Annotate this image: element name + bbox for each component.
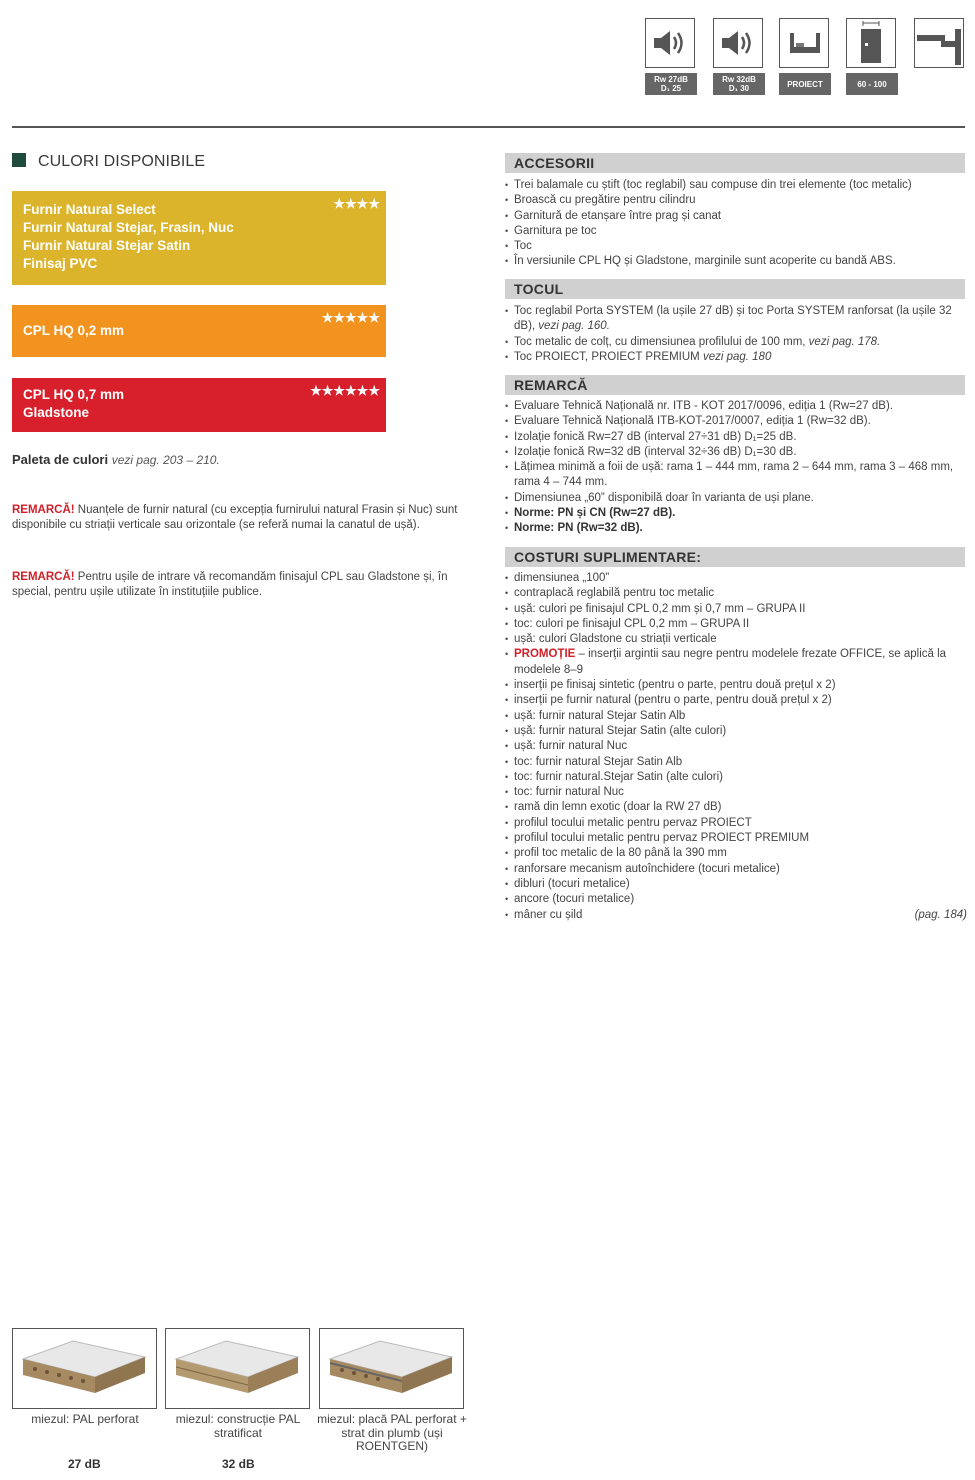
- list-item: • ușă: furnir natural Stejar Satin (alte culori): [505, 724, 967, 739]
- list-item: • inserții pe finisaj sintetic (pentru o parte, pentru două prețul x 2): [505, 678, 967, 693]
- section-marker: [12, 153, 26, 167]
- page-link[interactable]: (pag. 184): [914, 908, 967, 921]
- list-item: • ușă: furnir natural Nuc: [505, 739, 967, 754]
- rating-stars: ★★★★★: [321, 310, 380, 325]
- tocul-heading: TOCUL: [505, 279, 965, 299]
- promo-label: PROMOȚIE: [514, 648, 576, 661]
- accesorii-list: [505, 178, 967, 270]
- swatch-line: CPL HQ 0,2 mm: [23, 323, 125, 338]
- core-caption: miezul: PAL perforat: [31, 1412, 139, 1426]
- list-item: • inserții pe furnir natural (pentru o parte, pentru două prețul x 2): [505, 693, 967, 708]
- tocul-list: [505, 304, 967, 365]
- remarca-heading: REMARCĂ: [505, 375, 965, 395]
- list-item: • mâner cu șild (pag. 184): [505, 908, 967, 923]
- list-item: • ramă din lemn exotic (doar la RW 27 dB): [505, 800, 967, 815]
- door-profile-icon: [914, 18, 964, 68]
- list-item: • profil toc metalic de la 80 până la 390 mm: [505, 846, 967, 861]
- list-item: • ranforsare mecanism autoînchidere (tocuri metalice): [505, 862, 967, 877]
- palette-page-link[interactable]: vezi pag. 203 – 210.: [111, 453, 220, 467]
- list-item: • Toc reglabil Porta SYSTEM (la ușile 27 dB) și toc Porta SYSTEM ranforsat (la ușile 32 dB), vezi pag. 160.: [505, 304, 967, 335]
- list-item: • ușă: culori pe finisajul CPL 0,2 mm și 0,7 mm – GRUPA II: [505, 602, 967, 617]
- swatch-furnir: [12, 191, 386, 285]
- swatch-line: Furnir Natural Stejar Satin: [23, 238, 191, 253]
- list-item: • Garnitură de etanșare între prag și canat: [505, 209, 967, 224]
- page-link[interactable]: vezi pag. 180: [702, 350, 772, 363]
- list-item: • dibluri (tocuri metalice): [505, 877, 967, 892]
- icon-label-width: 60 - 100: [846, 73, 898, 95]
- remarca-list: [505, 399, 967, 537]
- list-item: • Izolație fonică Rw=27 dB (interval 27÷31 dB) D₁=25 dB.: [505, 430, 967, 445]
- swatch-line: Furnir Natural Stejar, Frasin, Nuc: [23, 220, 234, 235]
- list-item: • contraplacă reglabilă pentru toc metalic: [505, 586, 967, 601]
- costuri-list: [505, 571, 967, 923]
- list-item: • Izolație fonică Rw=32 dB (interval 32÷36 dB) D₁=30 dB.: [505, 445, 967, 460]
- list-item: • ancore (tocuri metalice): [505, 892, 967, 907]
- list-item: • Broască cu pregătire pentru cilindru: [505, 193, 967, 208]
- list-item: • Toc metalic de colț, cu dimensiunea profilului de 100 mm, vezi pag. 178.: [505, 335, 967, 350]
- list-item: • Lățimea minimă a foii de ușă: rama 1 – 444 mm, rama 2 – 644 mm, rama 3 – 468 mm, rama 4 – 744 mm.: [505, 460, 967, 491]
- list-item: • ușă: culori Gladstone cu striații verticale: [505, 632, 967, 647]
- page-link[interactable]: vezi pag. 178.: [808, 335, 881, 348]
- list-item: • În versiunile CPL HQ și Gladstone, marginile sunt acoperite cu bandă ABS.: [505, 254, 967, 269]
- costuri-heading: COSTURI SUPLIMENTARE:: [505, 547, 965, 567]
- core-image-pal-plumb: [319, 1328, 464, 1409]
- note-text: Pentru ușile de intrare vă recomandăm finisajul CPL sau Gladstone și, în special, pentru ușile utilizate în instituțiile publice.: [12, 571, 448, 598]
- list-item: • toc: furnir natural Nuc: [505, 785, 967, 800]
- list-item: • dimensiunea „100”: [505, 571, 967, 586]
- rating-stars: ★★★★: [333, 196, 380, 211]
- swatch-line: Furnir Natural Select: [23, 202, 156, 217]
- core-image-pal-perforat: [12, 1328, 157, 1409]
- note-entrance: [12, 570, 482, 600]
- page-link[interactable]: vezi pag. 160.: [538, 320, 610, 333]
- frame-proiect-icon: [779, 18, 829, 68]
- colors-title: CULORI DISPONIBILE: [38, 153, 206, 170]
- core-caption: miezul: placă PAL perforat + strat din plumb (uși ROENTGEN): [317, 1412, 467, 1453]
- icon-label-rw27: Rw 27dB D₁ 25: [645, 73, 697, 95]
- core-image-pal-stratificat: [165, 1328, 310, 1409]
- core-caption: miezul: construcție PAL stratificat: [175, 1412, 301, 1440]
- list-item: • profilul tocului metalic pentru pervaz PROIECT: [505, 816, 967, 831]
- core-db-value: 32 dB: [222, 1457, 255, 1471]
- list-item: • Trei balamale cu știft (toc reglabil) sau compuse din trei elemente (toc metalic): [505, 178, 967, 193]
- list-item: • Norme: PN (Rw=32 dB).: [505, 521, 967, 536]
- door-width-icon: [846, 18, 896, 68]
- note-furnir: [12, 503, 482, 533]
- rating-stars: ★★★★★★: [310, 383, 380, 398]
- note-label: REMARCĂ!: [12, 571, 75, 583]
- swatch-cpl-02: [12, 305, 386, 357]
- list-item: • ușă: furnir natural Stejar Satin Alb: [505, 709, 967, 724]
- list-item: • profilul tocului metalic pentru pervaz PROIECT PREMIUM: [505, 831, 967, 846]
- list-item: • Evaluare Tehnică Națională ITB-KOT-2017/0007, ediția 1 (Rw=32 dB).: [505, 414, 967, 429]
- icon-label-proiect: PROIECT: [779, 73, 831, 95]
- list-item: • Dimensiunea „60” disponibilă doar în varianta de uși plane.: [505, 491, 967, 506]
- list-item: • Norme: PN și CN (Rw=27 dB).: [505, 506, 967, 521]
- swatch-line: CPL HQ 0,7 mm: [23, 387, 125, 402]
- list-item: • PROMOȚIE – inserții argintii sau negre pentru modelele frezate OFFICE, se aplică la modelele 8–9: [505, 647, 967, 678]
- palette-label: Paleta de culori: [12, 452, 109, 467]
- note-text: Nuanțele de furnir natural (cu excepția furnirului natural Frasin și Nuc) sunt disponibile cu striații verticale sau orizontale (se referă numai la canatul de ușă).: [12, 504, 458, 531]
- note-label: REMARCĂ!: [12, 504, 75, 516]
- list-item: • Toc: [505, 239, 967, 254]
- speaker-27-icon: [645, 18, 695, 68]
- swatch-cpl-07: [12, 378, 386, 432]
- icon-label-rw32: Rw 32dB D₁ 30: [713, 73, 765, 95]
- accesorii-heading: ACCESORII: [505, 153, 965, 173]
- swatch-line: Gladstone: [23, 405, 90, 420]
- list-item: • Evaluare Tehnică Națională nr. ITB - KOT 2017/0096, ediția 1 (Rw=27 dB).: [505, 399, 967, 414]
- top-divider: [12, 126, 965, 128]
- list-item: • toc: furnir natural Stejar Satin Alb: [505, 755, 967, 770]
- list-item: • Garnitura pe toc: [505, 224, 967, 239]
- list-item: • toc: culori pe finisajul CPL 0,2 mm – GRUPA II: [505, 617, 967, 632]
- list-item: • toc: furnir natural.Stejar Satin (alte culori): [505, 770, 967, 785]
- core-db-value: 27 dB: [68, 1457, 101, 1471]
- list-item: • Toc PROIECT, PROIECT PREMIUM vezi pag. 180: [505, 350, 967, 365]
- speaker-32-icon: [713, 18, 763, 68]
- swatch-line: Finisaj PVC: [23, 256, 98, 271]
- palette-ref: [12, 452, 220, 467]
